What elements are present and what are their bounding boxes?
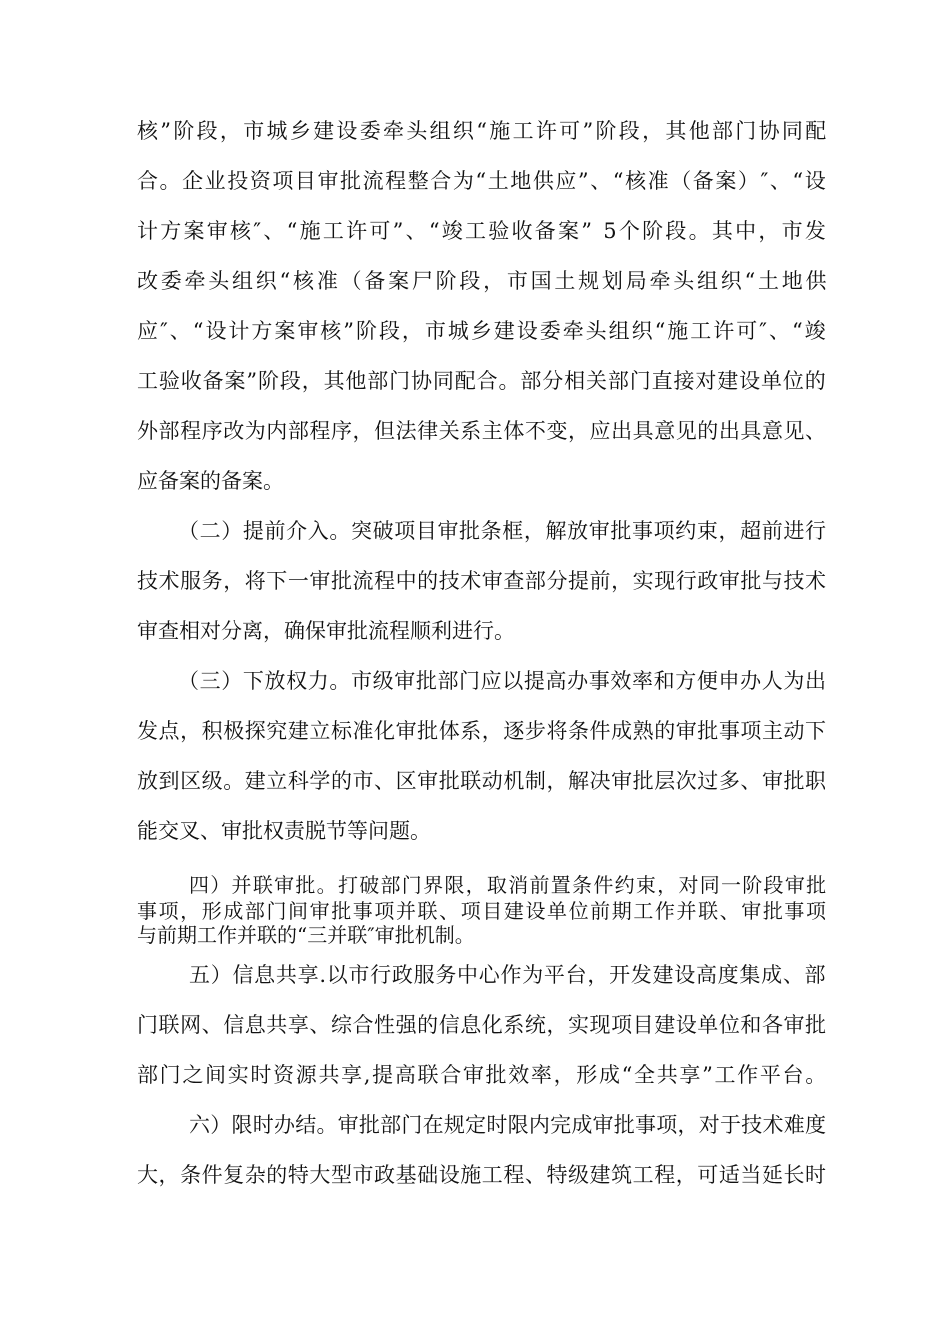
text-line: 发点，积极探究建立标准化审批体系，逐步将条件成熟的审批事项主动下 [137,719,827,743]
text-line: 事项，形成部门间审批事项并联、项目建设单位前期工作并联、审批事项 [137,899,828,923]
text-line: 技术服务，将下一审批流程中的技术审查部分提前，实现行政审批与技术 [137,569,827,593]
text-line: 应备案的备案。 [137,469,284,493]
text-line: 大，条件复杂的特大型市政基础设施工程、特级建筑工程，可适当延长时 [137,1163,827,1187]
text-line: 五）信息共享.以市行政服务中心作为平台，开发建设高度集成、部 [189,963,827,987]
text-line: 能交叉、审批权责脱节等问题。 [137,819,431,843]
text-line: 四）并联审批。打破部门界限，取消前置条件约束，对同一阶段审批 [189,873,828,897]
text-line: 工验收备案”阶段，其他部门协同配合。部分相关部门直接对建设单位的 [137,369,827,393]
text-line: 核”阶段，市城乡建设委牵头组织“施工许可”阶段，其他部门协同配 [137,119,829,143]
text-line: （二）提前介入。突破项目审批条框，解放审批事项约束，超前进行 [178,519,827,543]
text-line: 与前期工作并联的“三并联″审批机制。 [137,923,475,947]
text-line: 部门之间实时资源共享,提高联合审批效率，形成“全共享”工作平台。 [137,1063,828,1087]
text-line: 审查相对分离，确保审批流程顺利进行。 [137,619,515,643]
text-line: （三）下放权力。市级审批部门应以提高办事效率和方便申办人为出 [178,669,827,693]
text-line: 六）限时办结。审批部门在规定时限内完成审批事项，对于技术难度 [189,1113,827,1137]
text-line: 外部程序改为内部程序，但法律关系主体不变，应出具意见的出具意见、 [137,419,827,443]
text-line: 门联网、信息共享、综合性强的信息化系统，实现项目建设单位和各审批 [137,1013,827,1037]
text-line: 放到区级。建立科学的市、区审批联动机制，解决审批层次过多、审批职 [137,769,827,793]
text-line: 合。企业投资项目审批流程整合为“土地供应”、“核准（备案）″、“设 [137,169,828,193]
text-line: 应″、“设计方案审核”阶段，市城乡建设委牵头组织“施工许可″、“竣 [137,319,828,343]
text-line: 计方案审核″、“施工许可”、“竣工验收备案” 5个阶段。其中，市发 [137,219,829,243]
text-line: 改委牵头组织“核准（备案尸阶段，市国土规划局牵头组织“土地供 [137,269,830,293]
